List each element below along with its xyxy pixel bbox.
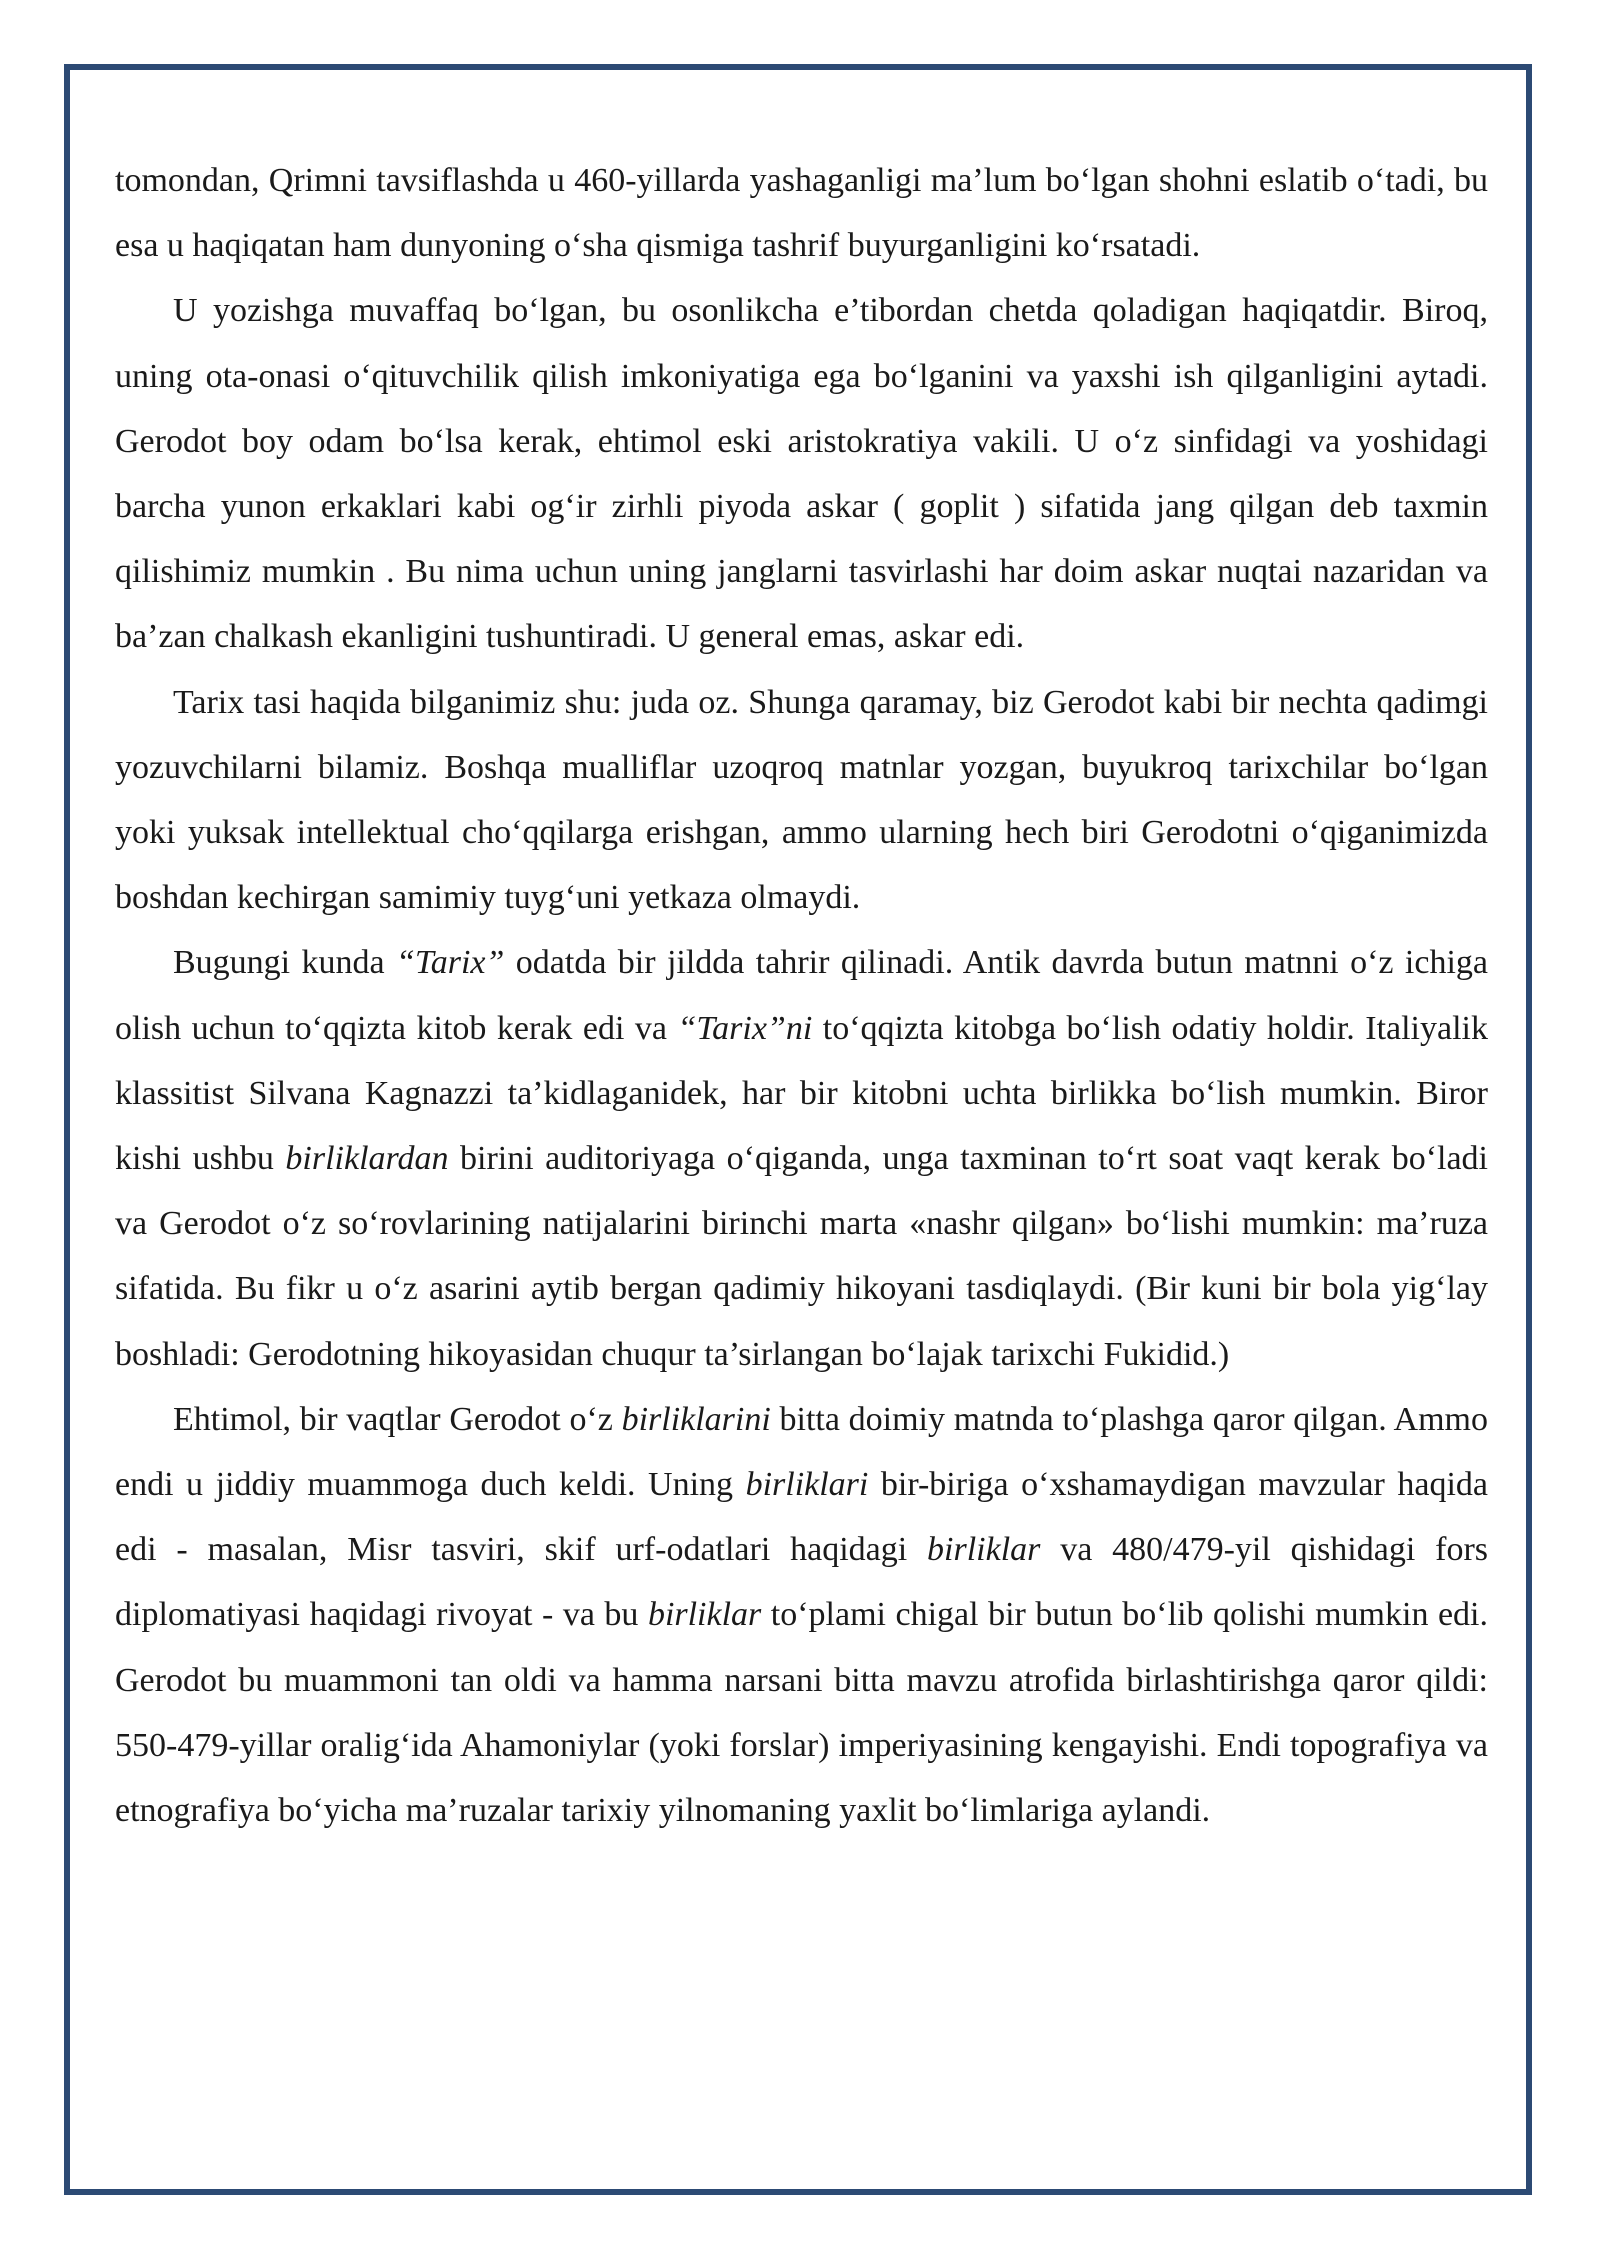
text-segment: tomondan, Qrimni tavsiflashda u 460-yillarda yashaganligi ma’lum bo‘lgan shohni eslatib o‘tadi, bu esa u haqiqatan ham dunyoning o‘sha qismiga tashrif buyurganligini ko‘rsatadi. <box>115 162 1488 265</box>
italic-term: birliklar <box>927 1531 1041 1569</box>
italic-term: birliklardan <box>285 1140 449 1178</box>
document-body <box>115 148 1488 1843</box>
paragraph-writing-ability <box>115 278 1488 669</box>
text-segment: to‘qqizta kitobga bo‘lish odatiy holdir. Italiyalik klassitist Silvana Kagnazzi ta’kidlaganidek, har bir kitobni uchta birlikka bo‘lish mumkin. Biror kishi ushbu <box>115 1009 1488 1178</box>
italic-term: “Tarix” <box>396 944 505 982</box>
paragraph-continuation <box>115 148 1488 278</box>
text-segment: odatda bir jildda tahrir qilinadi. Antik davrda butun matnni o‘z ichiga olish uchun to‘qqizta kitob kerak edi va <box>115 944 1488 1047</box>
italic-term: “Tarix”ni <box>677 1009 813 1047</box>
paragraph-compiling-units <box>115 1387 1488 1843</box>
italic-term: birliklarini <box>621 1400 771 1438</box>
text-segment: Ehtimol, bir vaqtlar Gerodot o‘z <box>173 1400 622 1438</box>
text-segment: va 480/479-yil qishidagi fors diplomatiyasi haqidagi rivoyat - va bu <box>115 1531 1488 1634</box>
text-segment: bitta doimiy matnda to‘plashga qaror qilgan. Ammo endi u jiddiy muammoga duch keldi. Uning <box>115 1400 1489 1504</box>
text-segment: Bugungi kunda <box>173 944 397 982</box>
paragraph-known-about-author <box>115 670 1488 931</box>
text-segment: to‘plami chigal bir butun bo‘lib qolishi mumkin edi. Gerodot bu muammoni tan oldi va hamma narsani bitta mavzu atrofida birlashtirishga qaror qildi: 550-479-yillar oralig‘ida Ahamoniylar (yoki forslar) imperiyasining kengayishi. Endi topografiya va etnografiya bo‘yicha ma’ruzalar tarixiy yilnomaning yaxlit bo‘limlariga aylandi. <box>115 1596 1488 1830</box>
italic-term: birliklar <box>647 1596 762 1634</box>
italic-term: birliklari <box>745 1466 869 1504</box>
paragraph-tarix-editions <box>115 930 1488 1386</box>
text-segment: bir-biriga o‘xshamaydigan mavzular haqida edi - masalan, Misr tasviri, skif urf-odatlari haqidagi <box>115 1466 1488 1569</box>
text-segment: U yozishga muvaffaq bo‘lgan, bu osonlikcha e’tibordan chetda qoladigan haqiqatdir. Biroq, uning ota-onasi o‘qituvchilik qilish imkoniyatiga ega bo‘lganini va yaxshi ish qilganligini aytadi. Gerodot boy odam bo‘lsa kerak, ehtimol eski aristokratiya vakili. U o‘z sinfidagi va yoshidagi barcha yunon erkaklari kabi og‘ir zirhli piyoda askar ( goplit ) sifatida jang qilgan deb taxmin qilishimiz mumkin . Bu nima uchun uning janglarni tasvirlashi har doim askar nuqtai nazaridan va ba’zan chalkash ekanligini tushuntiradi. U general emas, askar edi. <box>115 292 1488 656</box>
text-segment: birini auditoriyaga o‘qiganda, unga taxminan to‘rt soat vaqt kerak bo‘ladi va Gerodot o‘z so‘rovlarining natijalarini birinchi marta «nashr qilgan» bo‘lishi mumkin: ma’ruza sifatida. Bu fikr u o‘z asarini aytib bergan qadimiy hikoyani tasdiqlaydi. (Bir kuni bir bola yig‘lay boshladi: Gerodotning hikoyasidan chuqur ta’sirlangan bo‘lajak tarixchi Fukidid.) <box>115 1140 1489 1373</box>
text-segment: Tarix tasi haqida bilganimiz shu: juda oz. Shunga qaramay, biz Gerodot kabi bir nechta qadimgi yozuvchilarni bilamiz. Boshqa mualliflar uzoqroq matnlar yozgan, buyukroq tarixchilar bo‘lgan yoki yuksak intellektual cho‘qqilarga erishgan, ammo ularning hech biri Gerodotni o‘qiganimizda boshdan kechirgan samimiy tuyg‘uni yetkaza olmaydi. <box>115 683 1488 917</box>
